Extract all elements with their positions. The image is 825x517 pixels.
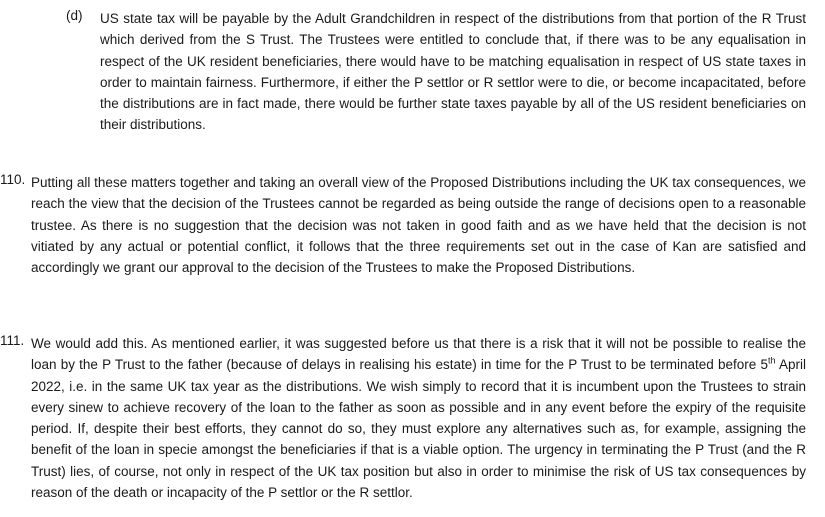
paragraph-110 <box>0 172 806 278</box>
paragraph-number: 110. <box>0 172 26 187</box>
paragraph-text-part-1: We would add this. As mentioned earlier, it was suggested before us that there is a risk that it will not be possible to realise the loan by the P Trust to the father (because of delays in realising his estate) in time for the P Trust to be terminated before <box>31 336 806 373</box>
paragraph-number: 111. <box>0 333 25 348</box>
subparagraph-text: US state tax will be payable by the Adult Grandchildren in respect of the distributions from that portion of the R Trust which derived from the S Trust. The Trustees were entitled to conclude that, if there was to be any equalisation in respect of the UK resident beneficiaries, there would have to be matching equalisation in respect of US state taxes in order to maintain fairness. Furthermore, if either the P settlor or R settlor were to die, or become incapacitated, before the distributions are in fact made, there would be further state taxes payable by all of the US resident beneficiaries on their distributions. <box>100 11 806 133</box>
subparagraph-label: (d) <box>66 8 83 23</box>
paragraph-text <box>31 333 806 503</box>
paragraph-text-part-2: April 2022, i.e. in the same UK tax year as the distributions. We wish simply to record that it is incumbent upon the Trustees to strain every sinew to achieve recovery of the loan to the father as soon as possible and in any event before the expiry of the requisite period. If, despite their best efforts, they cannot do so, they must explore any alternatives such as, for example, assigning the benefit of the loan in specie amongst the beneficiaries if that is a viable option. The urgency in terminating the P Trust (and the R Trust) lies, of course, not only in respect of the UK tax position but also in order to minimise the risk of US tax consequences by reason of the death or incapacity of the P settlor or the R settlor. <box>31 357 806 501</box>
date-day: 5 <box>760 357 769 373</box>
subparagraph-d <box>66 8 806 149</box>
paragraph-text: Putting all these matters together and taking an overall view of the Proposed Distributions including the UK tax consequences, we reach the view that the decision of the Trustees cannot be regarded as being outside the range of decisions open to a reasonable trustee. As there is no suggestion that the decision was not taken in good faith and as we have held that the decision is not vitiated by any actual or potential conflict, it follows that the three requirements set out in the case of Kan are satisfied and accordingly we grant our approval to the decision of the Trustees to make the Proposed Distributions. <box>31 175 806 276</box>
date-ordinal-suffix: th <box>768 355 776 366</box>
paragraph-111 <box>0 333 806 503</box>
